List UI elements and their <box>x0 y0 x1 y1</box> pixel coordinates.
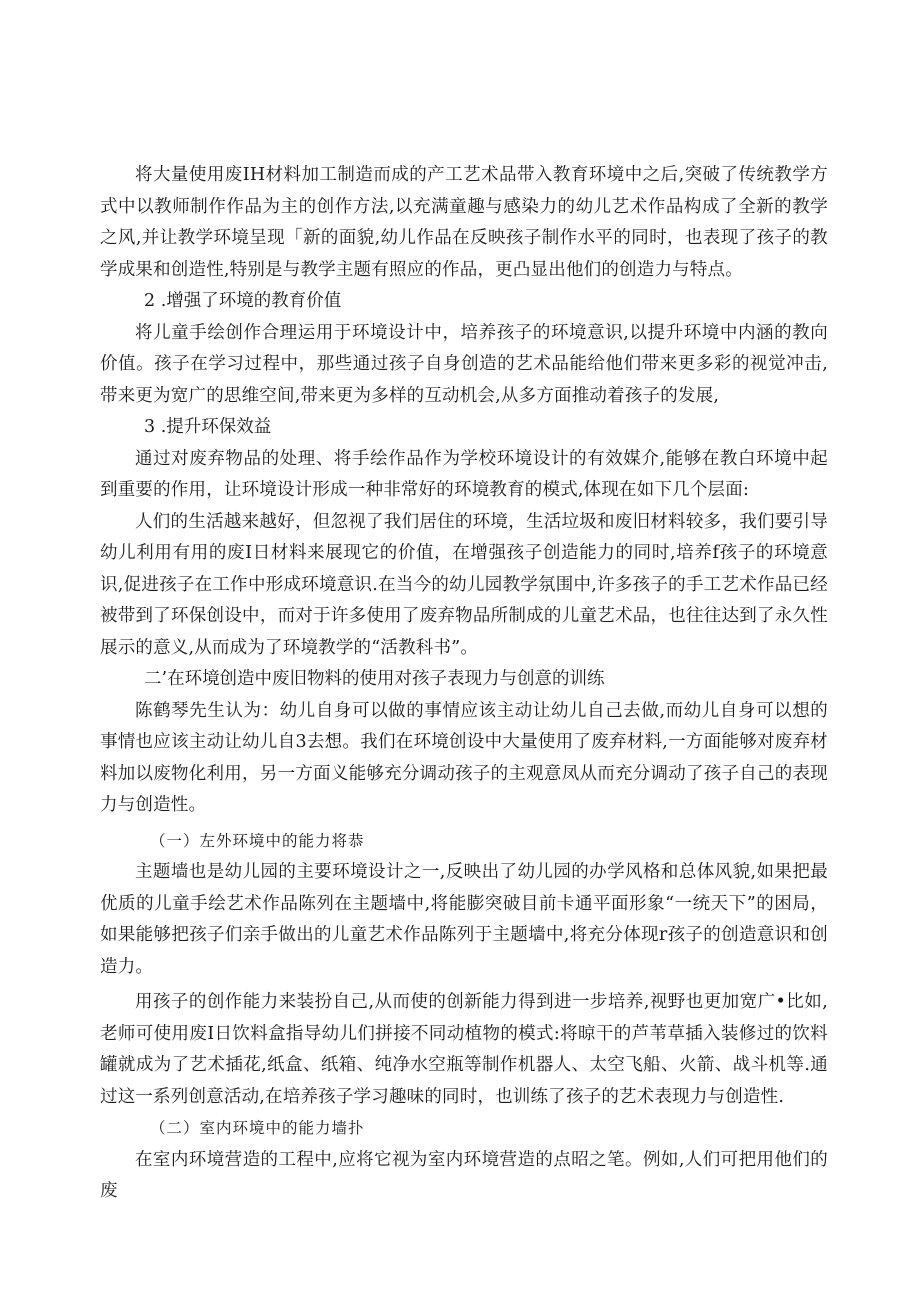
paragraph-chen-heqin: 陈鹤琴先生认为：幼儿自身可以做的事情应该主动让幼儿自己去做,而幼儿自身可以想的事情也应该主动让幼儿自3去想。我们在环境创设中大量使用了废弃材料,一方面能够对废弃材料加以废物化利用，另一方面义能够充分调动孩子的主观意凤从而充分调动了孩子自己的表现力与创造性。 <box>100 700 828 815</box>
subsection-heading-two: （二）室内环境中的能力墙扑 <box>150 1119 365 1137</box>
section-heading-2: 2 .增强了环境的教育价值 <box>144 291 342 311</box>
paragraph-indoor: 在室内环境营造的工程中,应将它视为室内环境营造的点昭之笔。例如,人们可把用他们的废 <box>100 1149 828 1201</box>
document-page <box>100 160 828 1208</box>
paragraph-intro: 将大量使用废IH材料加工制造而成的产工艺术品带入教育环境中之后,突破了传统教学方式中以教师制作作品为主的创作方法,以充满童趣与感染力的幼儿艺术作品构成了全新的教学之风,并让教学环境呈现「新的面貌,幼儿作品在反映孩子制作水平的同时，也表现了孩子的教学成果和创造性,特别是与教学主题有照应的作品，更凸显出他们的创造力与特点。 <box>100 165 828 280</box>
paragraph-theme-wall: 主题墙也是幼儿园的主要环境设计之一,反映出了幼儿园的办学风格和总体风貌,如果把最优质的儿童手绘艺术作品陈列在主题墙中,将能膨突破目前卡通平面形象“一统天下”的困局，如果能够把孩子们亲手做出的儿童艺术作品陈列于主题墙中,将充分体现r孩子的创造意识和创造力。 <box>100 862 828 977</box>
paragraph-environment-awareness: 人们的生活越来越好，但忽视了我们居住的环境，生活垃圾和废旧材料较多，我们要引导幼儿利用有用的废I日材料来展现它的价值，在增强孩子创造能力的同时,培养f孩子的环境意识,促进孩子在工作中形成环境意识.在当今的幼儿园教学氛围中,许多孩子的手工艺术作品已经被带到了环保创设中，而对于许多使用了废弃物品所制成的儿童艺术品，也往往达到了永久性展示的意义,从而成为了环境教学的“活教科书”。 <box>100 511 828 658</box>
subsection-heading-one: （一）左外环境中的能力将恭 <box>150 831 365 850</box>
section-heading-3: 3 .提升环保效益 <box>144 417 272 437</box>
paragraph-creative-activities: 用孩子的创作能力来装扮自己,从而使的创新能力得到进一步培养,视野也更加宽广•比如,老师可使用废I日饮料盒指导幼儿们拼接不同动植物的模式:将晾干的芦苇草插入装修过的饮料罐就成为了艺术插花,纸盒、纸箱、纯净水空瓶等制作机器人、太空飞船、火箭、战斗机等.通过这一系列创意活动,在培养孩子学习趣味的同时，也训练了孩子的艺术表现力与创造性. <box>100 992 828 1107</box>
paragraph-eco-benefit: 通过对废弃物品的处理、将手绘作品作为学校环境设计的有效媒介,能够在教白环境中起到重要的作用，让环境设计形成一种非常好的环境教育的模式,体现在如下几个层面: <box>100 448 828 500</box>
section-heading-two: 二’在环境创造中废旧物料的使用对孩子表现力与创意的训练 <box>144 669 605 689</box>
paragraph-education-value: 将儿童手绘创作合理运用于环境设计中，培养孩子的环境意识,以提升环境中内涵的教向价值。孩子在学习过程中，那些通过孩子自身创造的艺术品能给他们带来更多彩的视觉冲击,带来更为宽广的思维空间,带来更为多样的互动机会,从多方面推动着孩子的发展, <box>100 322 828 406</box>
